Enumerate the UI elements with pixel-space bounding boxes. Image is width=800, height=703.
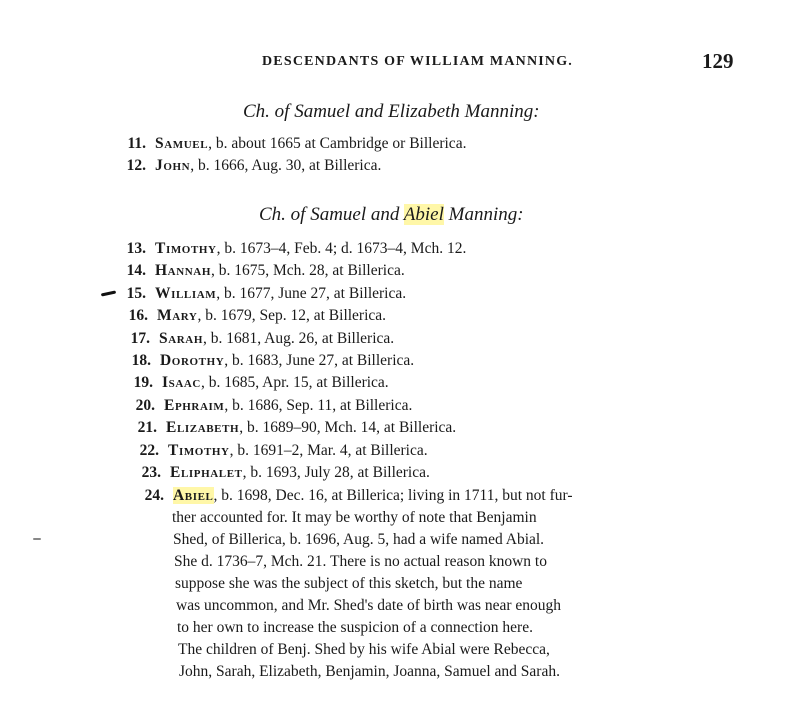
entry-text: , b. about 1665 at Cambridge or Billerica.	[208, 135, 467, 152]
entry-13	[100, 240, 466, 258]
entry-14	[100, 262, 405, 280]
entry-text: , b. 1666, Aug. 30, at Billerica.	[190, 157, 382, 174]
entry-19	[107, 374, 389, 392]
running-head: DESCENDANTS OF WILLIAM MANNING.	[262, 54, 574, 69]
entry-number: 14.	[126, 262, 146, 279]
entry-text: , b. 1686, Sep. 11, at Billerica.	[224, 397, 413, 414]
entry-24	[118, 487, 573, 680]
entry-name: Ephraim	[164, 397, 225, 414]
heading-part: Manning:	[443, 204, 524, 225]
entry-text: , b. 1689–90, Mch. 14, at Billerica.	[239, 419, 457, 436]
entry-line: The children of Benj. Shed by his wife Abial were Rebecca,	[178, 641, 550, 658]
entry-line: Shed, of Billerica, b. 1696, Aug. 5, had a wife named Abial.	[173, 531, 545, 548]
entry-number: 11.	[127, 135, 146, 152]
entry-text: , b. 1675, Mch. 28, at Billerica.	[211, 262, 405, 279]
entry-name: John	[155, 157, 191, 174]
entry-name: Mary	[157, 307, 198, 324]
entry-20	[109, 397, 412, 415]
entry-number: 19.	[133, 374, 153, 391]
heading-part: Ch. of Samuel and	[259, 204, 404, 225]
entry-18	[105, 352, 414, 370]
entry-number: 20.	[135, 397, 155, 414]
entry-number: 18.	[131, 352, 151, 369]
entry-first-line	[118, 487, 573, 505]
entry-name-highlighted: Abiel	[173, 487, 214, 504]
entry-text: , b. 1693, July 28, at Billerica.	[242, 464, 430, 481]
entry-line: John, Sarah, Elizabeth, Benjamin, Joanna, Samuel and Sarah.	[179, 663, 560, 680]
entry-number: 15.	[126, 285, 146, 302]
entry-number: 17.	[130, 330, 150, 347]
entry-number: 13.	[126, 240, 146, 257]
entry-11	[100, 135, 466, 153]
entry-text: , b. 1679, Sep. 12, at Billerica.	[197, 307, 387, 324]
entry-text: , b. 1683, June 27, at Billerica.	[224, 352, 415, 369]
entry-17	[104, 330, 394, 348]
entry-text: , b. 1691–2, Mar. 4, at Billerica.	[229, 442, 428, 459]
entry-text: , b. 1673–4, Feb. 4; d. 1673–4, Mch. 12.	[216, 240, 467, 257]
entry-16	[102, 307, 386, 325]
entry-line: ther accounted for. It may be worthy of note that Benjamin	[172, 509, 537, 526]
entry-name: Elizabeth	[166, 419, 240, 436]
entry-text: , b. 1681, Aug. 26, at Billerica.	[203, 330, 395, 347]
entry-12	[100, 157, 381, 175]
entry-line: to her own to increase the suspicion of a connection here.	[177, 619, 533, 636]
entry-name: Hannah	[155, 262, 211, 279]
entry-name: Isaac	[162, 374, 201, 391]
margin-speck	[33, 538, 41, 540]
entry-line: was uncommon, and Mr. Shed's date of birth was near enough	[176, 597, 562, 614]
entry-number: 22.	[139, 442, 159, 459]
entry-text: , b. 1677, June 27, at Billerica.	[216, 285, 407, 302]
entry-text: , b. 1698, Dec. 16, at Billerica; living in 1711, but not fur-	[213, 487, 573, 504]
entry-number: 21.	[137, 419, 157, 436]
entry-name: Sarah	[159, 330, 204, 347]
entry-name: Timothy	[168, 442, 230, 459]
entry-23	[115, 464, 430, 482]
entry-text: , b. 1685, Apr. 15, at Billerica.	[200, 374, 389, 391]
entry-number: 16.	[128, 307, 148, 324]
entry-22	[113, 442, 428, 460]
page-number: 129	[702, 49, 734, 73]
entry-line: suppose she was the subject of this sketch, but the name	[175, 575, 523, 592]
entry-name: Timothy	[155, 240, 217, 257]
entry-number: 24.	[144, 487, 164, 504]
entry-name: Dorothy	[160, 352, 225, 369]
entry-number: 23.	[141, 464, 161, 481]
section-heading-abiel	[259, 204, 524, 226]
entry-line: She d. 1736–7, Mch. 21. There is no actual reason known to	[174, 553, 547, 570]
entry-name: Eliphalet	[170, 464, 243, 481]
entry-15	[100, 285, 406, 303]
highlighted-word: Abiel	[403, 204, 444, 225]
entry-number: 12.	[126, 157, 146, 174]
entry-name: William	[155, 285, 217, 302]
entry-21	[111, 419, 456, 437]
section-heading-elizabeth: Ch. of Samuel and Elizabeth Manning:	[243, 101, 540, 122]
entry-name: Samuel	[155, 135, 209, 152]
